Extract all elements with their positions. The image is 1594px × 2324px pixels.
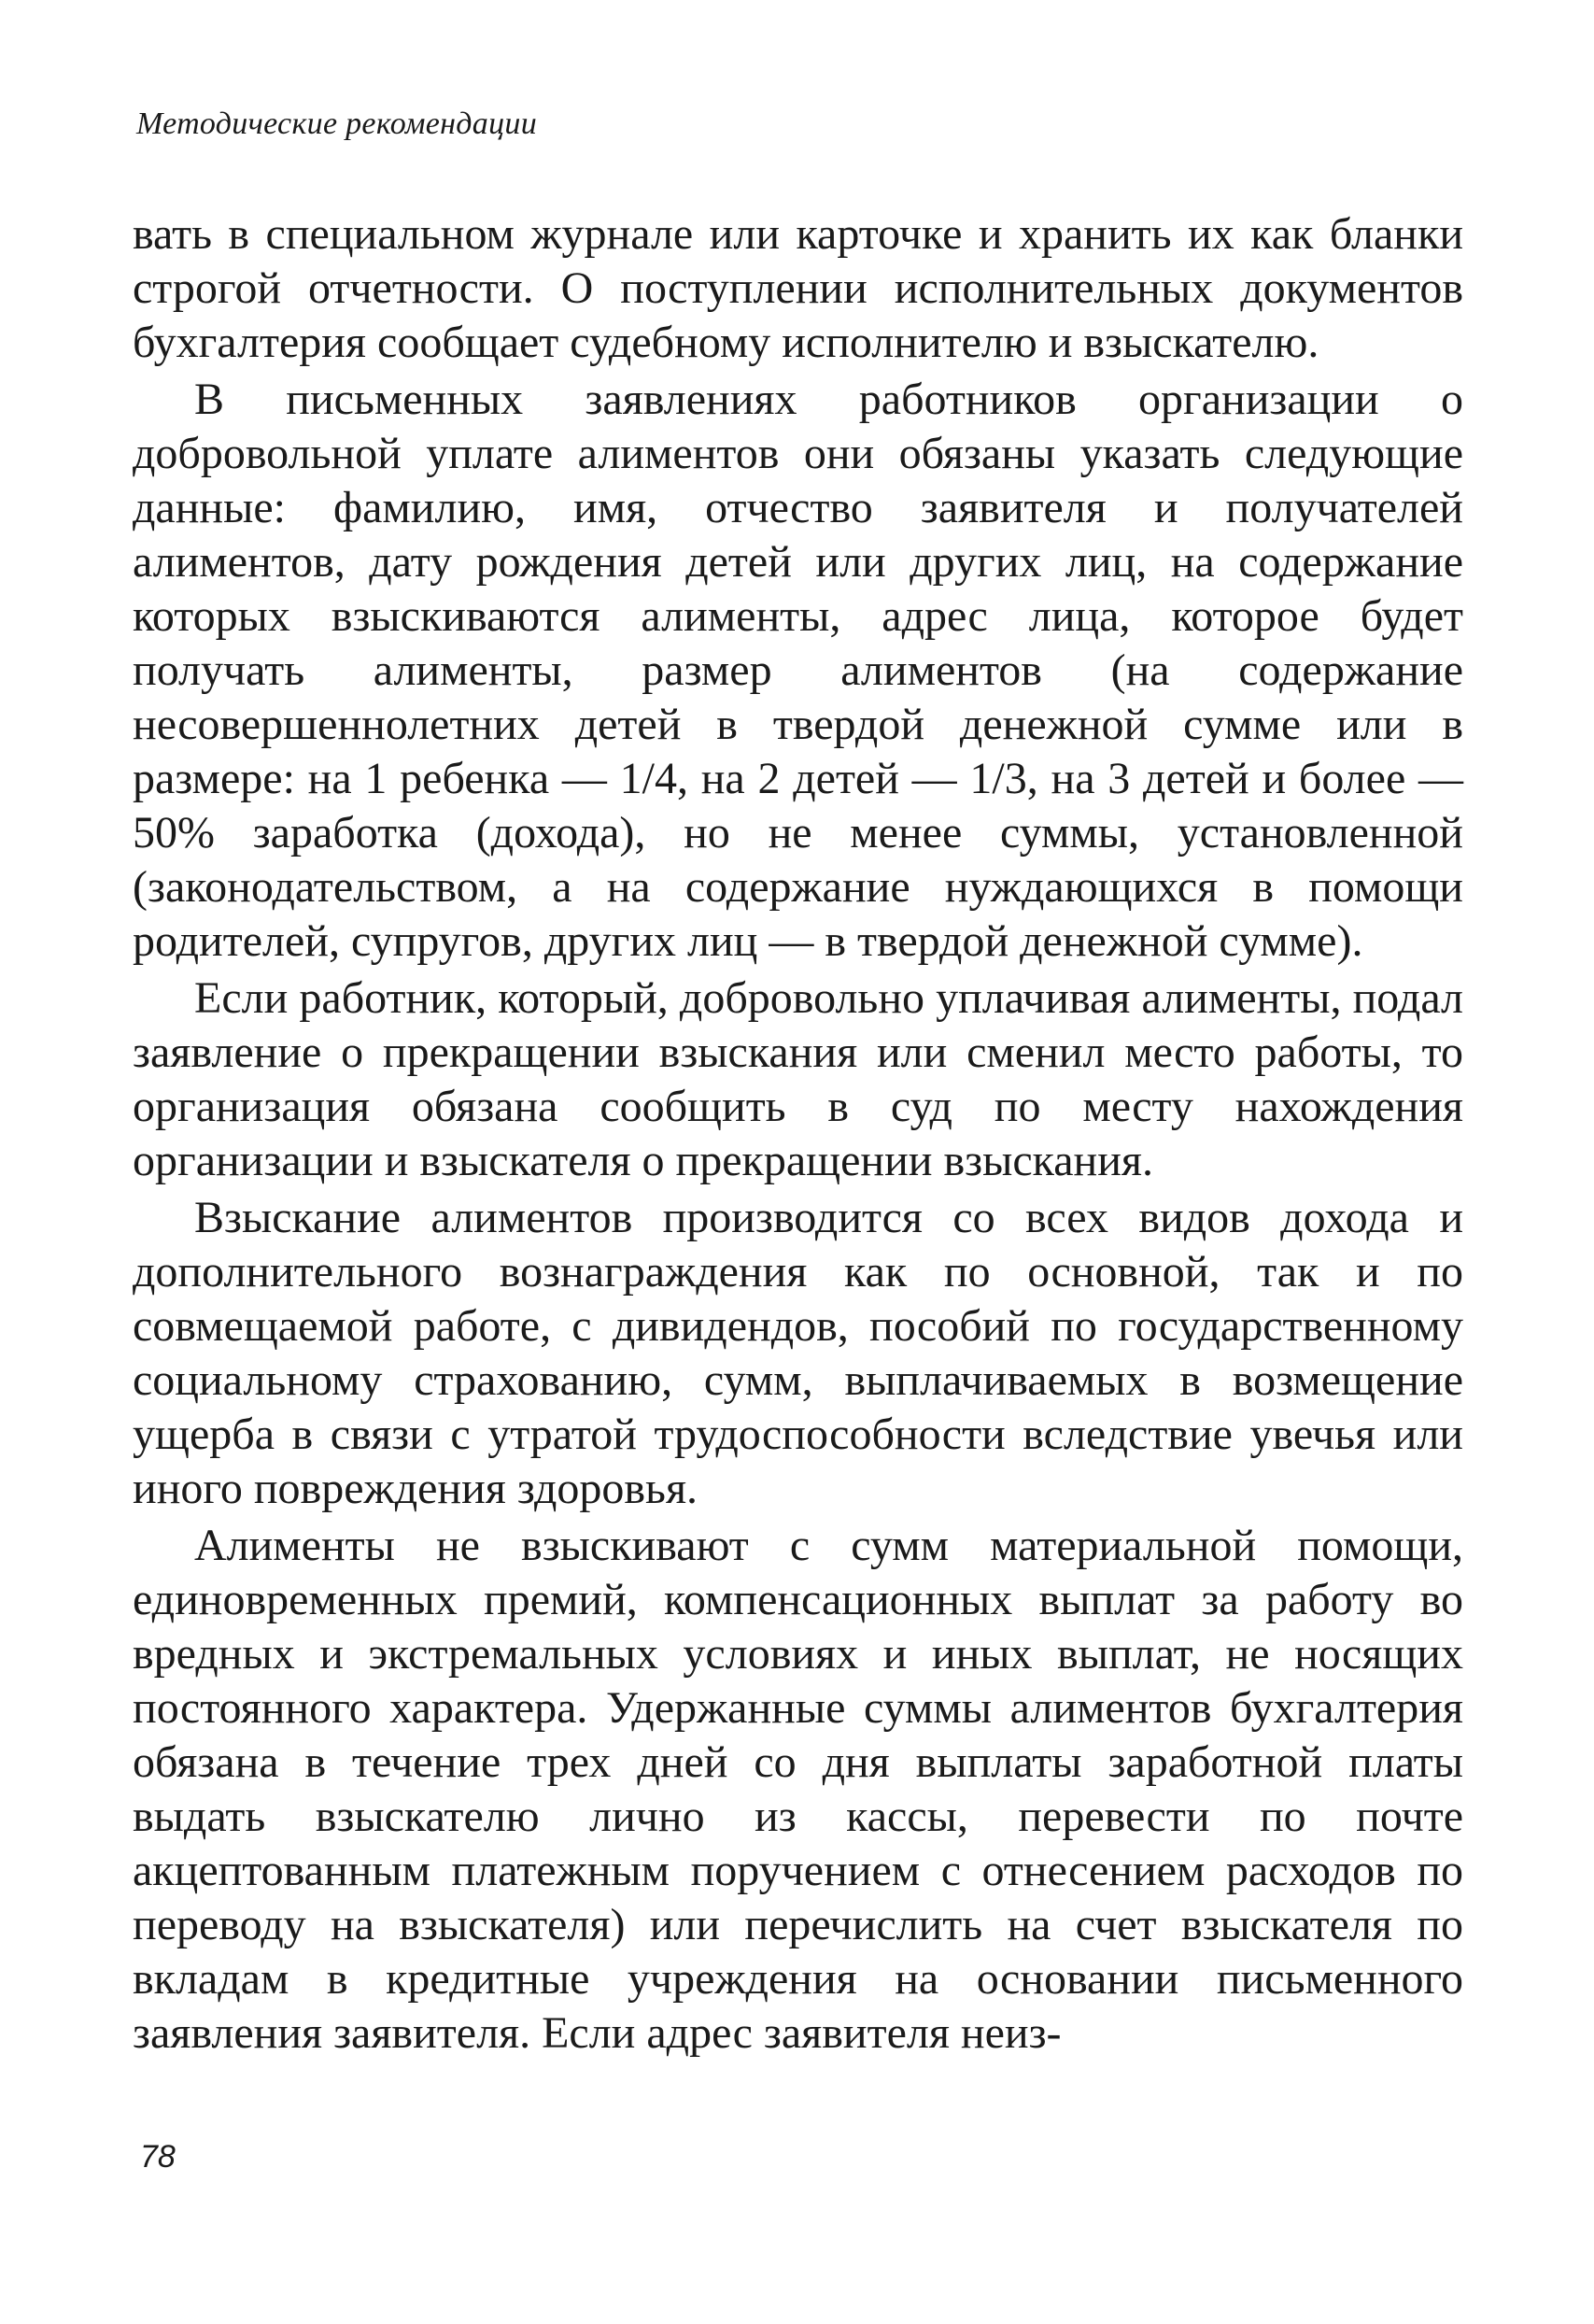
- paragraph-2: В письменных заявлениях работников организации о добровольной уплате алиментов они обязаны указать следующие данные: фамилию, имя, отчество заявителя и получателей алиментов, дату рождения детей или других лиц, на содержание которых взыскиваются алименты, адрес лица, которое будет получать алименты, размер алиментов (на содержание несовершеннолетних детей в твердой денежной сумме или в размере: на 1 ребенка — 1/4, на 2 детей — 1/3, на 3 детей и более — 50% заработка (дохода), но не менее суммы, установленной (законодательством, а на содержание нуждающихся в помощи родителей, супругов, других лиц — в твердой денежной сумме).: [133, 375, 1463, 966]
- paragraph-1: вать в специальном журнале или карточке и хранить их как бланки строгой отчетности. О поступлении исполнительных документов бухгалтерия сообщает судебному исполнителю и взыскателю.: [133, 209, 1463, 367]
- body-text: [133, 207, 1463, 2063]
- paragraph-4: Взыскание алиментов производится со всех видов дохода и дополнительного вознаграждения как по основной, так и по совмещаемой работе, с дивидендов, пособий по государственному социальному страхованию, сумм, выплачиваемых в возмещение ущерба в связи с утратой трудоспособности вследствие увечья или иного повреждения здоровья.: [133, 1193, 1463, 1513]
- running-header: Методические рекомендации: [136, 106, 537, 141]
- paragraph-5: Алименты не взыскивают с сумм материальной помощи, единовременных премий, компенсационных выплат за работу во вредных и экстремальных условиях и иных выплат, не носящих постоянного характера. Удержанные суммы алиментов бухгалтерия обязана в течение трех дней со дня выплаты заработной платы выдать взыскателю лично из кассы, перевести по почте акцептованным платежным поручением с отнесением расходов по переводу на взыскателя) или перечислить на счет взыскателя по вкладам в кредитные учреждения на основании письменного заявления заявителя. Если адрес заявителя неиз-: [133, 1521, 1463, 2058]
- page-number: 78: [140, 2139, 176, 2175]
- paragraph-3: Если работник, который, добровольно уплачивая алименты, подал заявление о прекращении взыскания или сменил место работы, то организация обязана сообщить в суд по месту нахождения организации и взыскателя о прекращении взыскания.: [133, 973, 1463, 1185]
